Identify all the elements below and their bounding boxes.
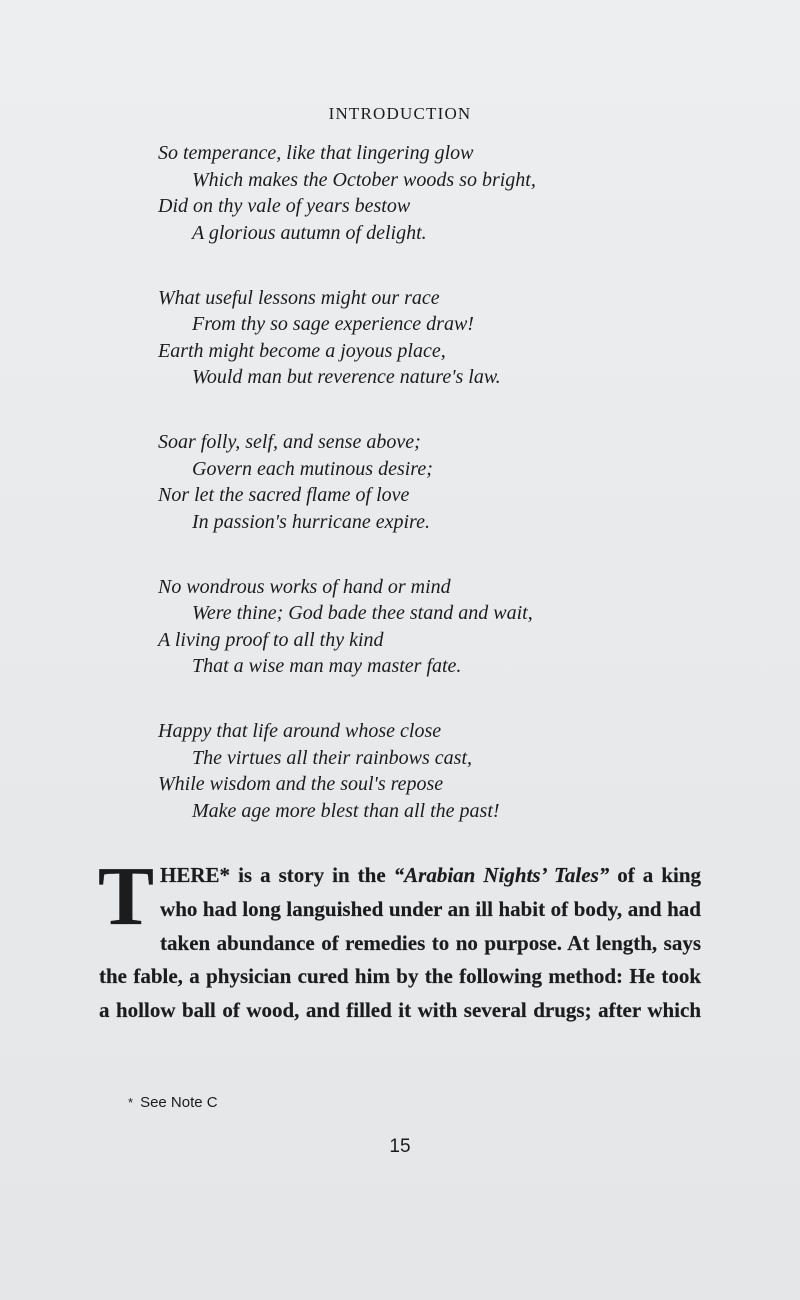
running-head: INTRODUCTION [328, 104, 472, 123]
page-number: 15 [389, 1136, 411, 1157]
poem-line: The virtues all their rainbows cast, [192, 746, 472, 769]
poem-line: While wisdom and the soul's repose [158, 773, 444, 795]
poem-line: Make age more blest than all the past! [192, 799, 500, 822]
poem-line: Earth might become a joyous place, [158, 339, 446, 362]
poem-line: Which makes the October woods so bright, [192, 168, 536, 191]
poem-stanza [158, 140, 758, 246]
poem-line: From thy so sage experience draw! [192, 313, 474, 335]
drop-cap: T [98, 850, 155, 943]
footnote-text: See Note C [140, 1094, 218, 1111]
poem-line: Would man but reverence nature's law. [192, 366, 501, 388]
poem-line: Were thine; God bade thee stand and wait, [192, 602, 533, 624]
footnote [128, 1094, 218, 1111]
poem-line: No wondrous works of hand or mind [158, 575, 451, 598]
poem-line: Did on thy vale of years bestow [158, 195, 411, 217]
poem-line: That a wise man may master fate. [192, 655, 462, 677]
poem-line: A living proof to all thy kind [158, 628, 384, 651]
opening-word: HERE* [160, 863, 231, 887]
footnote-mark: * [128, 1095, 134, 1110]
poem-line: So temperance, like that lingering glow [158, 142, 474, 164]
poem-stanza [158, 574, 758, 680]
poem-line: Soar folly, self, and sense above; [158, 431, 421, 453]
poem-line: What useful lessons might our race [158, 286, 440, 309]
poem-stanza [158, 718, 758, 824]
prose-text: is a story in the [230, 863, 394, 887]
prose-text: of a king who had long languished under an ill habit of body, and had taken abundance of remedies to no purpose. At length, says the fable, a physician cured him by the following method: He took a hollow ball of wood, and filled it with several drugs; after which [99, 863, 702, 1023]
poem-line: Happy that life around whose close [158, 720, 442, 742]
poem-stanza [158, 285, 758, 391]
prose-paragraph [98, 850, 702, 1028]
poem-line: In passion's hurricane expire. [192, 510, 430, 533]
poem-stanza [158, 429, 758, 535]
poem-line: Govern each mutinous desire; [192, 457, 433, 480]
poem-line: A glorious autumn of delight. [192, 221, 427, 244]
poem-line: Nor let the sacred flame of love [158, 484, 410, 506]
book-title-reference: “Arabian Nights’ Tales” [393, 863, 610, 887]
poem [158, 140, 758, 863]
